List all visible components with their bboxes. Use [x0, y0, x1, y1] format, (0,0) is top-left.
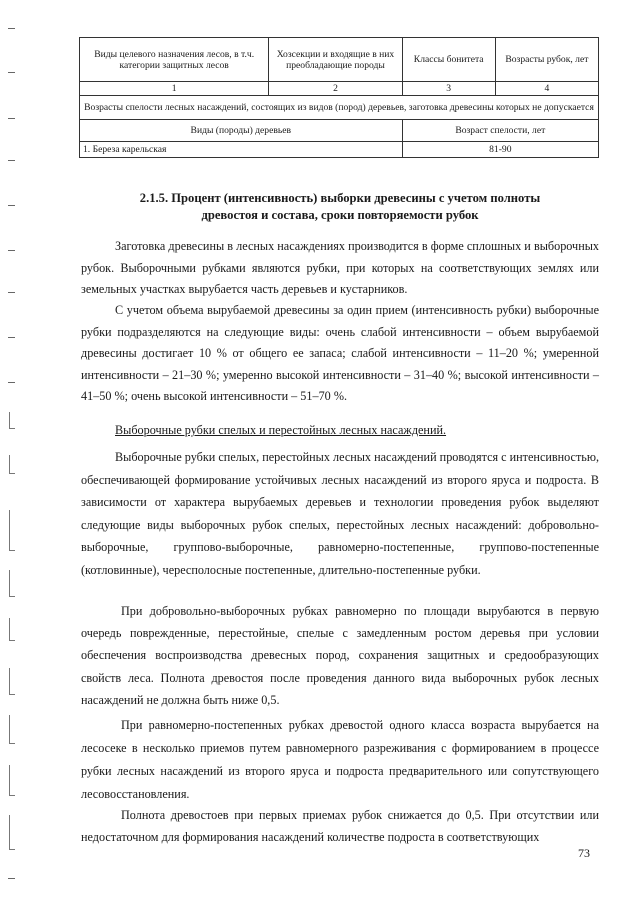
section-heading: 2.1.5. Процент (интенсивность) выборки древесины с учетом полноты древостоя и состава, сроки повторяемости рубок [139, 191, 541, 222]
table-number-cell: 1 [80, 82, 269, 96]
paragraph-block [81, 446, 599, 581]
paragraph: Заготовка древесины в лесных насаждениях производится в форме сплошных и выборочных рубок. Выборочными рубками являются рубки, при которых на соответствующих землях или земельных участках вырубается часть деревьев и кустарников. [81, 239, 599, 296]
table-number-cell: 2 [269, 82, 402, 96]
paragraph: При добровольно-выборочных рубках равномерно по площади вырубаются в первую очередь поврежденные, перестойные, спелые с замедленным ростом деревья при условии обеспечения воспроизводства древесных пород, сохранения защитных и средообразующих свойств леса. Полнота древостоя после проведения данного вида выборочных рубок лесных насаждений не должна быть ниже 0,5. [81, 604, 599, 707]
table-row [80, 142, 599, 158]
subheading: Выборочные рубки спелых и перестойных лесных насаждений. [115, 423, 447, 437]
scan-edge-mark [8, 250, 15, 251]
table-header-cell: Возрасты рубок, лет [495, 38, 598, 82]
table-cell-age: 81-90 [402, 142, 598, 158]
paragraph-block [81, 600, 599, 711]
paragraph-block [81, 714, 599, 806]
table-header-cell: Классы бонитета [402, 38, 495, 82]
scan-edge-bracket [9, 715, 15, 744]
table-header-cell: Виды целевого назначения лесов, в т.ч. категории защитных лесов [80, 38, 269, 82]
scan-edge-mark [8, 878, 15, 879]
scan-edge-mark [8, 118, 15, 119]
scan-edge-bracket [9, 570, 15, 597]
scan-edge-mark [8, 72, 15, 73]
table-header-cell: Хозсекции и входящие в них преобладающие породы [269, 38, 402, 82]
scan-edge-bracket [9, 412, 15, 429]
forest-age-table [79, 37, 599, 158]
scan-edge-bracket [9, 815, 15, 850]
paragraph: Выборочные рубки спелых, перестойных лесных насаждений проводятся с интенсивностью, обеспечивающей формирование устойчивых лесных насаждений из второго яруса и подроста. В зависимости от характера вырубаемых деревьев и технологии проведения рубок выделяют следующие виды выборочных рубок спелых, перестойных лесных насаждений: добровольно-выборочные, группово-выборочные, равномерно-постепенные, группово-постепенные (котловинные), чересполосные постепенные, длительно-постепенные рубки. [81, 450, 599, 577]
scan-edge-mark [8, 292, 15, 293]
page-number: 73 [578, 846, 590, 860]
table-subheader-age: Возраст спелости, лет [402, 120, 598, 142]
scan-edge-bracket [9, 668, 15, 695]
paragraph: С учетом объема вырубаемой древесины за один прием (интенсивность рубки) выборочные рубки подразделяются на следующие виды: очень слабой интенсивности – объем вырубаемой древесины достигает 10 % от общего ее запаса; слабой интенсивности – 11–20 %; умеренной интенсивности – 21–30 %; умеренно высокой интенсивности – 31–40 %; высокой интенсивности – 41–50 %; очень высокой интенсивности – 51–70 %. [81, 303, 599, 403]
table-number-cell: 4 [495, 82, 598, 96]
paragraph-block [81, 236, 599, 301]
scan-edge-bracket [9, 618, 15, 641]
scan-edge-mark [8, 205, 15, 206]
scan-edge-bracket [9, 765, 15, 796]
paragraph: Полнота древостоев при первых приемах рубок снижается до 0,5. При отсутствии или недостаточном для формирования насаждений количестве подроста в соответствующих [81, 808, 599, 844]
scan-edge-mark [8, 382, 15, 383]
paragraph: При равномерно-постепенных рубках древостой одного класса возраста вырубается на лесосеке в несколько приемов путем равномерного разреживания с формированием в процессе рубки лесных насаждений из второго яруса и подроста предварительного или сопутствующего лесовосстановления. [81, 718, 599, 801]
table-note-row: Возрасты спелости лесных насаждений, состоящих из видов (пород) деревьев, заготовка древесины которых не допускается [80, 96, 599, 120]
paragraph-block [81, 804, 599, 848]
scan-edge-mark [8, 160, 15, 161]
scan-edge-mark [8, 337, 15, 338]
table-cell-species: 1. Береза карельская [80, 142, 403, 158]
scan-edge-mark [8, 28, 15, 29]
paragraph-block [81, 300, 599, 408]
scan-edge-bracket [9, 455, 15, 474]
table-number-cell: 3 [402, 82, 495, 96]
table-subheader-species: Виды (породы) деревьев [80, 120, 403, 142]
scan-edge-bracket [9, 510, 15, 551]
